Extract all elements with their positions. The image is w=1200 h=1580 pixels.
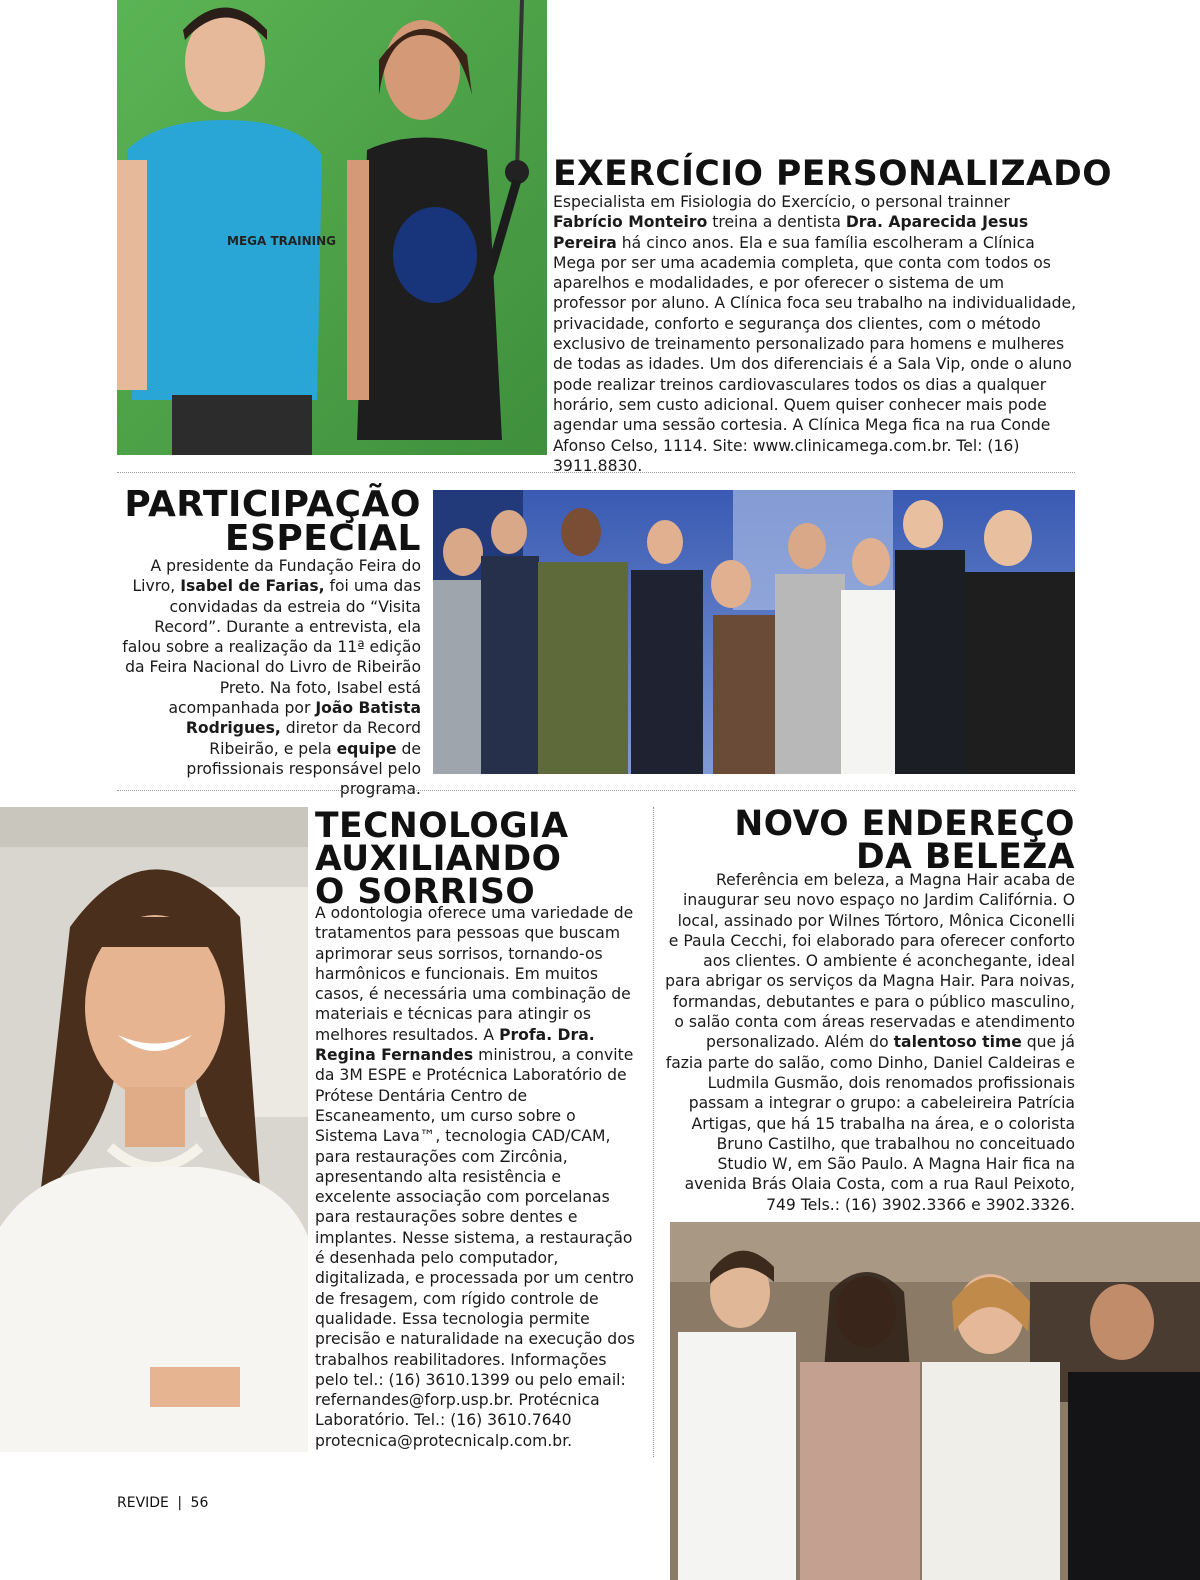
participacao-title-line1: PARTICIPAÇÃO [124,484,421,525]
participacao-body: A presidente da Fundação Feira do Livro, Isabel de Farias, foi uma das convidadas da estreia do “Visita Record”. Durante a entrevista, ela falou sobre a realização da 11ª edição da Feira Nacional do Livro de Ribeirão Preto. Na foto, Isabel está acompanhada por João Batista Rodrigues, diretor da Record Ribeirão, e pela equipe de profissionais responsável pelo programa. [122,557,421,799]
divider-1 [117,472,1075,473]
endereco-title-line2: DA BELEZA [856,836,1075,877]
endereco-title-line1: NOVO ENDEREÇO [734,804,1075,844]
tecnologia-title [315,806,645,912]
photo-record-team [433,490,1075,774]
exercicio-body: Especialista em Fisiologia do Exercício, o personal trainner Fabrício Monteiro treina a dentista Dra. Aparecida Jesus Pereira há cinco anos. Ela e sua família escolheram a Clínica Mega por ser uma academia completa, que conta com todos os aparelhos e modalidades, e por oferecer o sistema de um professor por aluno. A Clínica foca seu trabalho na individualidade, privacidade, conforto e segurança dos clientes, com o método exclusivo de treinamento personalizado para homens e mulheres de todas as idades. Um dos diferenciais é a Sala Vip, onde o aluno pode realizar treinos cardiovasculares todos os dias a qualquer horário, sem custo adicional. Quem quiser conhecer mais pode agendar uma sessão cortesia. A Clínica Mega fica na rua Conde Afonso Celso, 1114. Site: www.clinicamega.com.br. Tel: (16) 3911.8830. [553,193,1077,475]
endereco-title [665,804,1075,877]
divider-2 [117,790,1075,791]
tecnologia-title-line1: TECNOLOGIA [315,806,569,846]
exercicio-title: EXERCÍCIO PERSONALIZADO [553,154,1113,194]
photo-regina-fernandes [0,807,308,1452]
magazine-name: REVIDE [117,1495,169,1511]
shirt-logo-text: MEGA TRAINING [227,234,337,248]
tecnologia-title-line2: AUXILIANDO [315,838,562,879]
page-number: 56 [190,1495,209,1511]
participacao-title [117,484,421,560]
endereco-body: Referência em beleza, a Magna Hair acaba de inaugurar seu novo espaço no Jardim Califórnia. O local, assinado por Wilnes Tórtoro, Mônica Ciconelli e Paula Cecchi, foi elaborado para oferecer conforto aos clientes. O ambiente é aconchegante, ideal para abrigar os serviços da Magna Hair. Para noivas, formandas, debutantes e para o público masculino, o salão conta com áreas reservadas e atendimento personalizado. Além do talentoso time que já fazia parte do salão, como Dinho, Daniel Caldeiras e Ludmila Gusmão, dois renomados profissionais passam a integrar o grupo: a cabeleireira Patrícia Artigas, que há 15 trabalha na área, e o colorista Bruno Castilho, que trabalhou no conceituado Studio W, em São Paulo. A Magna Hair fica na avenida Brás Olaia Costa, com a rua Raul Peixoto, 749 Tels.: (16) 3902.3366 e 3902.3326. [665,871,1075,1214]
tecnologia-title-line3: O SORRISO [315,871,536,912]
photo-magna-hair-team [670,1222,1200,1580]
column-divider [653,807,654,1457]
footer-separator: | [177,1495,183,1511]
tecnologia-body: A odontologia oferece uma variedade de tratamentos para pessoas que buscam aprimorar seus sorrisos, tornando-os harmônicos e funcionais. Em muitos casos, é necessária uma combinação de materiais e técnicas para atingir os melhores resultados. A Profa. Dra. Regina Fernandes ministrou, a convite da 3M ESPE e Protécnica Laboratório de Prótese Dentária Centro de Escaneamento, um curso sobre o Sistema Lava™, tecnologia CAD/CAM, para restaurações com Zircônia, apresentando alta resistência e excelente associação com porcelanas para restaurações sobre dentes e implantes. Nesse sistema, a restauração é desenhada pelo computador, digitalizada, e processada por um centro de fresagem, com rígido controle de qualidade. Essa tecnologia permite precisão e naturalidade na execução dos trabalhos reabilitadores. Informações pelo tel.: (16) 3610.1399 ou pelo email: refernandes@forp.usp.br. Protécnica Laboratório. Tel.: (16) 3610.7640 protecnica@protecnicalp.com.br. [315,904,635,1450]
participacao-title-line2: ESPECIAL [224,518,421,560]
page-footer [117,1495,208,1511]
photo-trainer-and-dentist [117,0,547,455]
